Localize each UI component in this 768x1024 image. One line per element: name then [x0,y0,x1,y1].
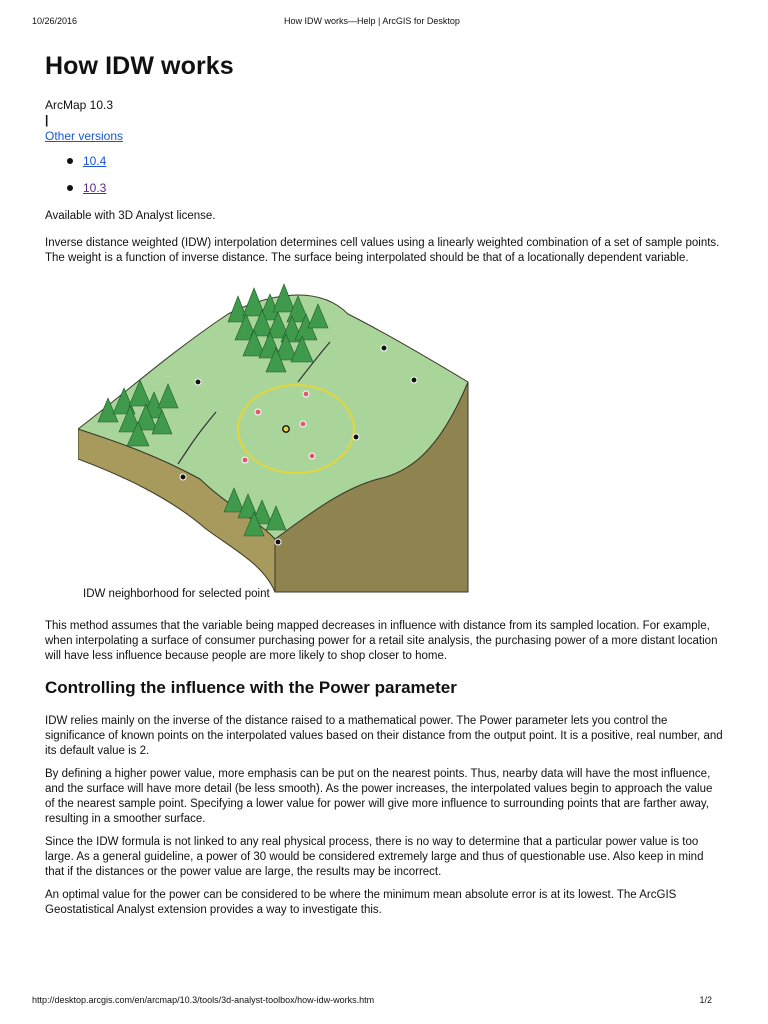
intro-paragraph: Inverse distance weighted (IDW) interpolation determines cell values using a linearly weighted combination of a set of sample points. The weight is a function of inverse distance. The surface being interpolated should be that of a locationally dependent variable. [45,237,720,264]
body-paragraph: An optimal value for the power can be considered to be where the minimum mean absolute error is at its lowest. The ArcGIS Geostatistical Analyst extension provides a way to investigate this. [45,889,677,916]
version-list [45,153,725,207]
print-url: http://desktop.arcgis.com/en/arcmap/10.3/tools/3d-analyst-toolbox/how-idw-works.htm [32,995,375,1005]
version-separator: | [45,113,49,127]
body-paragraph: Since the IDW formula is not linked to any real physical process, there is no way to determine that a particular power value is too large. As a general guideline, a power of 30 would be considered extremely large and thus of questionable use. Also keep in mind that if the distances or the power value are large, the results may be incorrect. [45,836,704,878]
page-number: 1/2 [699,995,712,1005]
version-link-10-4[interactable]: 10.4 [83,154,107,168]
body-paragraph: By defining a higher power value, more emphasis can be put on the nearest points. Thus, nearby data will have the most influence, and the surface will have more detail (be less smooth). As the power increases, the interpolated values begin to approach the value of the nearest sample point. Specifying a lower value for power will give more influence to surrounding points that are farther away, resulting in a smoother surface. [45,768,713,825]
bullet-icon [67,185,73,191]
bullet-icon [67,158,73,164]
method-paragraph: This method assumes that the variable being mapped decreases in influence with distance from its sampled location. For example, when interpolating a surface of consumer purchasing power for a retail site analysis, the purchasing power of a more distant location will have less influence because people are more likely to shop closer to home. [45,620,718,662]
print-header [32,16,712,28]
print-footer [32,995,712,1007]
other-versions-link[interactable]: Other versions [45,129,124,143]
body-paragraph: IDW relies mainly on the inverse of the distance raised to a mathematical power. The Power parameter lets you control the significance of known points on the interpolated values based on their distance from the output point. It is a positive, real number, and its default value is 2. [45,715,723,757]
idw-neighborhood-illustration [78,274,478,594]
page-title: How IDW works [45,52,234,80]
print-date: 10/26/2016 [32,16,78,26]
figure-caption: IDW neighborhood for selected point [83,588,270,600]
idw-figure [45,274,725,619]
article [45,52,725,926]
license-note: Available with 3D Analyst license. [45,210,216,222]
section-heading: Controlling the influence with the Power parameter [45,678,457,697]
print-title: How IDW works—Help | ArcGIS for Desktop [284,16,460,26]
list-item [67,180,725,207]
version-link-10-3[interactable]: 10.3 [83,181,107,195]
version-label: ArcMap 10.3 [45,98,114,112]
list-item [67,153,725,180]
